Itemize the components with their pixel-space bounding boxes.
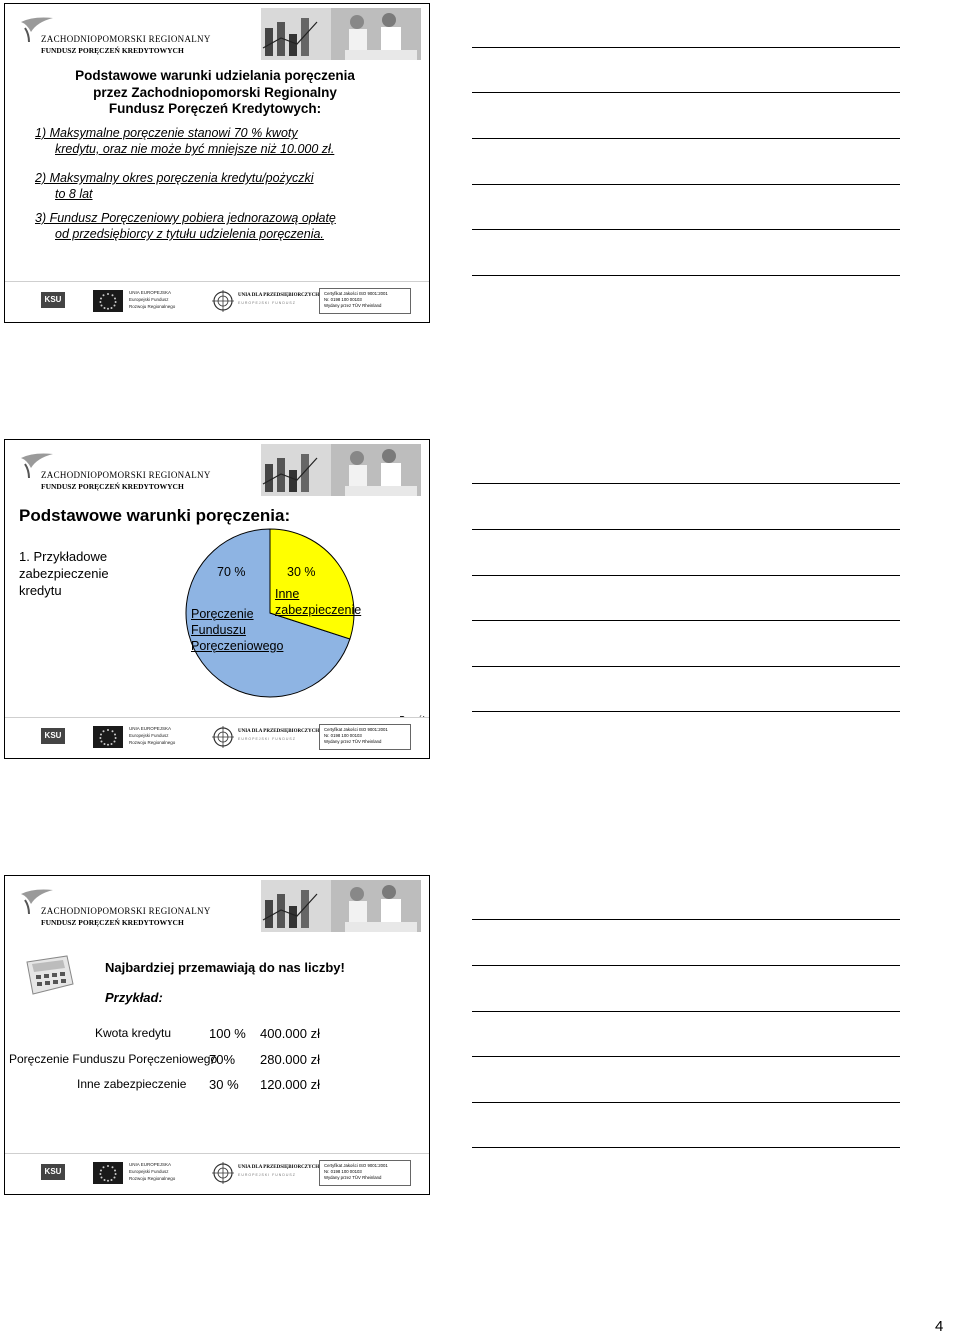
logo-line-1: ZACHODNIOPOMORSKI REGIONALNY bbox=[41, 906, 211, 916]
example-heading: Przykład: bbox=[105, 990, 163, 1005]
logo-line-1: ZACHODNIOPOMORSKI REGIONALNY bbox=[41, 470, 211, 480]
slide-3-title: Najbardziej przemawiają do nas liczby! bbox=[105, 960, 345, 975]
notes-line bbox=[472, 575, 900, 576]
row-amount-loan-amount: 400.000 zł bbox=[260, 1026, 320, 1041]
company-logo bbox=[19, 450, 211, 494]
slide-header bbox=[5, 876, 429, 932]
logo-line-2: FUNDUSZ PORĘCZEŃ KREDYTOWYCH bbox=[41, 46, 184, 55]
page-number: 4 bbox=[935, 1318, 944, 1335]
ksu-logo: KSU bbox=[41, 1164, 65, 1180]
slide-2 bbox=[4, 439, 430, 759]
iso-certificate: Certyfikat Jakości ISO 9001:2001 Nr. 0198 100 00103 Wydany przez TÜV Rheinland bbox=[319, 288, 411, 314]
slide-2-title: Podstawowe warunki poręczenia: bbox=[19, 506, 291, 525]
header-photo bbox=[261, 8, 421, 60]
pie-label-fund-line-1: Poręczenie bbox=[191, 607, 254, 621]
notes-line bbox=[472, 184, 900, 185]
unia-dla-przedsiebiorczych: UNIA DLA PRZEDSIĘBIORCZYCH bbox=[238, 729, 320, 734]
eu-fund-text: UNIA EUROPEJSKA Europejski Fundusz Rozwoju Regionalnego bbox=[129, 1162, 176, 1181]
notes-line bbox=[472, 620, 900, 621]
unia-subtitle: EUROPEJSKI FUNDUSZ bbox=[238, 1173, 296, 1177]
row-label-loan-amount: Kwota kredytu bbox=[95, 1026, 172, 1040]
unia-subtitle: EUROPEJSKI FUNDUSZ bbox=[238, 301, 296, 305]
logo-line-2: FUNDUSZ PORĘCZEŃ KREDYTOWYCH bbox=[41, 918, 184, 927]
notes-line bbox=[472, 47, 900, 48]
compass-icon bbox=[212, 290, 234, 312]
company-logo bbox=[19, 14, 211, 58]
header-photo bbox=[261, 880, 421, 932]
notes-line bbox=[472, 711, 900, 712]
ksu-logo: KSU bbox=[41, 292, 65, 308]
slide-header bbox=[5, 440, 429, 496]
eu-fund-text: UNIA EUROPEJSKA Europejski Fundusz Rozwoju Regionalnego bbox=[129, 290, 176, 309]
slide-1-title: Podstawowe warunki udzielania poręczenia przez Zachodniopomorski Regionalny Fundusz Poręczeń Kredytowych: bbox=[75, 68, 355, 116]
header-photo bbox=[261, 444, 421, 496]
slide-footer bbox=[5, 1153, 429, 1194]
notes-line bbox=[472, 965, 900, 966]
row-percent-fund-guarantee: 70% bbox=[209, 1052, 236, 1067]
calculator-icon bbox=[23, 954, 75, 996]
row-percent-loan-amount: 100 % bbox=[209, 1026, 246, 1041]
notes-line bbox=[472, 483, 900, 484]
pie-value-label-30: 30 % bbox=[287, 565, 316, 579]
row-amount-other-collateral: 120.000 zł bbox=[260, 1077, 320, 1092]
notes-line bbox=[472, 138, 900, 139]
logo-line-2: FUNDUSZ PORĘCZEŃ KREDYTOWYCH bbox=[41, 482, 184, 491]
compass-icon bbox=[212, 1162, 234, 1184]
row-amount-fund-guarantee: 280.000 zł bbox=[260, 1052, 320, 1067]
company-logo bbox=[19, 886, 211, 930]
notes-line bbox=[472, 1147, 900, 1148]
unia-dla-przedsiebiorczych: UNIA DLA PRZEDSIĘBIORCZYCH bbox=[238, 1165, 320, 1170]
condition-2: 2) Maksymalny okres poręczenia kredytu/pożyczki to 8 lat bbox=[35, 171, 314, 201]
notes-line bbox=[472, 666, 900, 667]
slide-1 bbox=[4, 3, 430, 323]
slide-footer bbox=[5, 281, 429, 322]
slide-3 bbox=[4, 875, 430, 1195]
condition-3: 3) Fundusz Poręczeniowy pobiera jednorazową opłatę od przedsiębiorcy z tytułu udzielenia poręczenia. bbox=[35, 211, 336, 241]
notes-line bbox=[472, 229, 900, 230]
notes-line bbox=[472, 1011, 900, 1012]
pie-label-fund-line-3: Poręczeniowego bbox=[191, 639, 284, 653]
iso-certificate: Certyfikat Jakości ISO 9001:2001 Nr. 0198 100 00103 Wydany przez TÜV Rheinland bbox=[319, 1160, 411, 1186]
eu-flag-icon bbox=[93, 726, 123, 748]
pie-label-other-line-2: zabezpieczenie bbox=[275, 603, 362, 617]
pie-value-label-70: 70 % bbox=[217, 565, 246, 579]
unia-dla-przedsiebiorczych: UNIA DLA PRZEDSIĘBIORCZYCH bbox=[238, 293, 320, 298]
pie-label-fund-line-2: Funduszu bbox=[191, 623, 246, 637]
logo-line-1: ZACHODNIOPOMORSKI REGIONALNY bbox=[41, 34, 211, 44]
iso-certificate: Certyfikat Jakości ISO 9001:2001 Nr. 0198 100 00103 Wydany przez TÜV Rheinland bbox=[319, 724, 411, 750]
collateral-caption: 1. Przykładowe zabezpieczenie kredytu bbox=[19, 549, 109, 598]
notes-line bbox=[472, 919, 900, 920]
row-label-other-collateral: Inne zabezpieczenie bbox=[77, 1077, 187, 1091]
notes-line bbox=[472, 1102, 900, 1103]
notes-line bbox=[472, 275, 900, 276]
eu-flag-icon bbox=[93, 290, 123, 312]
slide-header bbox=[5, 4, 429, 60]
ksu-logo: KSU bbox=[41, 728, 65, 744]
compass-icon bbox=[212, 726, 234, 748]
unia-subtitle: EUROPEJSKI FUNDUSZ bbox=[238, 737, 296, 741]
notes-line bbox=[472, 92, 900, 93]
eu-flag-icon bbox=[93, 1162, 123, 1184]
pie-label-other-line-1: Inne bbox=[275, 587, 300, 601]
eu-fund-text: UNIA EUROPEJSKA Europejski Fundusz Rozwoju Regionalnego bbox=[129, 726, 176, 745]
condition-1: 1) Maksymalne poręczenie stanowi 70 % kwoty kredytu, oraz nie może być mniejsze niż 10.000 zł. bbox=[35, 126, 335, 156]
row-label-fund-guarantee: Poręczenie Funduszu Poręczeniowego bbox=[9, 1052, 218, 1066]
row-percent-other-collateral: 30 % bbox=[209, 1077, 239, 1092]
notes-line bbox=[472, 1056, 900, 1057]
slide-footer bbox=[5, 717, 429, 758]
notes-line bbox=[472, 529, 900, 530]
